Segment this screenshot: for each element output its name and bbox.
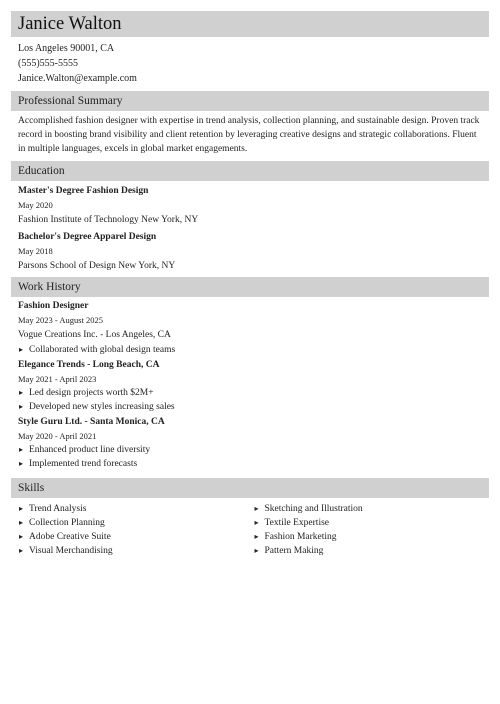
- list-item: [18, 530, 254, 544]
- education-section: [11, 181, 489, 277]
- bullet-icon: ▸: [19, 532, 24, 541]
- bullet-icon: ▸: [19, 518, 24, 527]
- skills-list-right: [254, 502, 490, 558]
- job-bullets: [18, 443, 489, 471]
- job-dates: May 2021 - April 2023: [18, 374, 97, 384]
- list-item: [254, 502, 490, 516]
- education-heading: Education: [11, 161, 489, 181]
- list-item: [18, 457, 489, 471]
- list-item: [254, 516, 490, 530]
- bullet-text: Collaborated with global design teams: [29, 345, 176, 355]
- bullet-text: Implemented trend forecasts: [29, 459, 138, 469]
- degree-date: May 2018: [18, 246, 53, 256]
- list-item: [254, 544, 490, 558]
- candidate-name: Janice Walton: [18, 13, 122, 34]
- bullet-text: Enhanced product line diversity: [29, 445, 151, 455]
- work-section: [11, 297, 489, 478]
- email-text: Janice.Walton@example.com: [18, 73, 137, 84]
- skill-text: Adobe Creative Suite: [29, 532, 111, 542]
- list-item: [18, 502, 254, 516]
- location-text: Los Angeles 90001, CA: [18, 43, 115, 54]
- summary-heading: Professional Summary: [11, 91, 489, 111]
- degree-title: Bachelor's Degree Apparel Design: [18, 232, 157, 242]
- skill-text: Visual Merchandising: [29, 546, 113, 556]
- skills-heading: Skills: [11, 478, 489, 498]
- bullet-icon: ▸: [19, 546, 24, 555]
- degree-date: May 2020: [18, 200, 53, 210]
- job-entry: [18, 300, 489, 357]
- job-title: Fashion Designer: [18, 301, 89, 311]
- education-item: [18, 185, 489, 228]
- skill-text: Textile Expertise: [264, 518, 329, 528]
- contact-info: [11, 37, 489, 91]
- degree-title: Master's Degree Fashion Design: [18, 186, 149, 196]
- bullet-icon: ▸: [19, 504, 24, 513]
- bullet-icon: ▸: [19, 402, 24, 411]
- bullet-icon: ▸: [19, 445, 24, 454]
- work-heading: Work History: [11, 277, 489, 297]
- list-item: [18, 516, 254, 530]
- bullet-icon: ▸: [254, 532, 259, 541]
- skill-text: Fashion Marketing: [264, 532, 337, 542]
- skill-text: Pattern Making: [264, 546, 324, 556]
- list-item: [18, 386, 489, 400]
- job-title: Elegance Trends - Long Beach, CA: [18, 360, 160, 370]
- phone-text: (555)555-5555: [18, 58, 78, 69]
- list-item: [18, 443, 489, 457]
- skill-text: Collection Planning: [29, 518, 105, 528]
- name-header: [11, 11, 489, 37]
- list-item: [18, 343, 489, 357]
- school-name: Parsons School of Design New York, NY: [18, 261, 176, 271]
- job-dates: May 2020 - April 2021: [18, 431, 97, 441]
- bullet-text: Developed new styles increasing sales: [29, 402, 175, 412]
- bullet-icon: ▸: [19, 345, 24, 354]
- job-dates: May 2023 - August 2025: [18, 315, 103, 325]
- list-item: [254, 530, 490, 544]
- bullet-icon: ▸: [254, 518, 259, 527]
- school-name: Fashion Institute of Technology New York, NY: [18, 215, 199, 225]
- bullet-icon: ▸: [254, 504, 259, 513]
- education-item: [18, 231, 489, 274]
- job-company: Vogue Creations Inc. - Los Angeles, CA: [18, 330, 171, 340]
- skill-text: Sketching and Illustration: [264, 504, 363, 514]
- skills-section: [11, 498, 489, 558]
- bullet-text: Led design projects worth $2M+: [29, 388, 154, 398]
- job-bullets: [18, 386, 489, 414]
- bullet-icon: ▸: [19, 459, 24, 468]
- summary-text: Accomplished fashion designer with expertise in trend analysis, collection planning, and sustainable design. Proven track record in boosting brand visibility and client retention by leveraging creative designs and strategic collaborations. Fluent in multiple languages, excels in global market engagements.: [18, 116, 480, 154]
- bullet-icon: ▸: [254, 546, 259, 555]
- list-item: [18, 544, 254, 558]
- list-item: [18, 400, 489, 414]
- bullet-icon: ▸: [19, 388, 24, 397]
- job-bullets: [18, 343, 489, 357]
- job-title: Style Guru Ltd. - Santa Monica, CA: [18, 417, 165, 427]
- job-entry: [18, 416, 489, 471]
- skill-text: Trend Analysis: [29, 504, 87, 514]
- job-entry: [18, 359, 489, 414]
- skills-list-left: [18, 502, 254, 558]
